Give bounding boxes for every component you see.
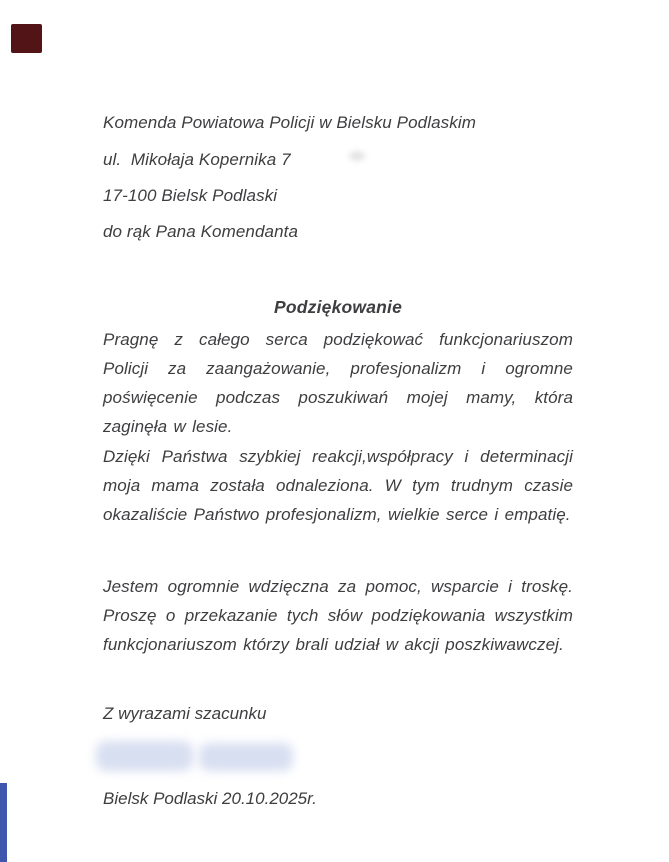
body-paragraph-2: Dzięki Państwa szybkiej reakcji,współpracy i determinacji moja mama została odnaleziona. W tym trudnym czasie okazaliście Państwo profesjonalizm, wielkie serce i empatię. (103, 447, 573, 524)
scanner-edge-bar (0, 783, 7, 862)
redacted-signature-blob-2 (199, 743, 293, 771)
closing-salutation: Z wyrazami szacunku (103, 704, 267, 723)
letter-title: Podziękowanie (273, 297, 403, 317)
body-paragraph-3: Jestem ogromnie wdzięczna za pomoc, wsparcie i troskę. Proszę o przekazanie tych słów podziękowania wszystkim funkcjonariuszom którzy brali udział w akcji poszkiwawczej. (103, 577, 573, 654)
scan-corner-mark (11, 24, 42, 53)
recipient-city: 17-100 Bielsk Podlaski (103, 186, 278, 205)
recipient-name: Komenda Powiatowa Policji w Bielsku Podlaskim (103, 113, 476, 132)
recipient-street: ul. Mikołaja Kopernika 7 (103, 150, 291, 169)
redacted-signature-blob-1 (96, 741, 193, 771)
body-paragraph-1: Pragnę z całego serca podziękować funkcjonariuszom Policji za zaangażowanie, profesjonalizm i ogromne poświęcenie podczas poszukiwań mojej mamy, która zaginęła w lesie. (103, 330, 573, 436)
recipient-attention-line: do rąk Pana Komendanta (103, 222, 299, 241)
place-and-date: Bielsk Podlaski 20.10.2025r. (103, 789, 317, 808)
